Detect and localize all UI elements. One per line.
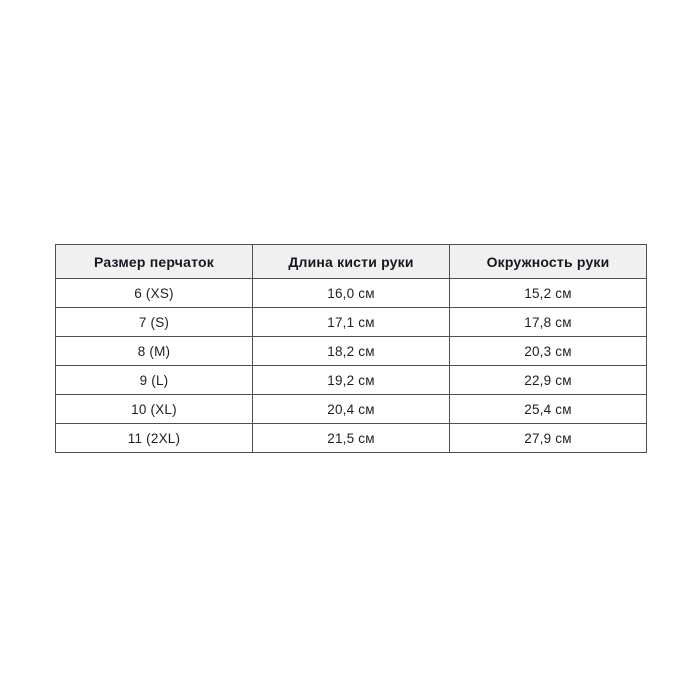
cell-hand-length: 18,2 см: [253, 337, 450, 366]
cell-hand-length: 21,5 см: [253, 424, 450, 453]
header-row: [56, 245, 647, 279]
cell-hand-length: 19,2 см: [253, 366, 450, 395]
table-row: [56, 424, 647, 453]
cell-glove-size: 9 (L): [56, 366, 253, 395]
table-row: [56, 308, 647, 337]
glove-size-table: [55, 244, 647, 453]
table-row: [56, 366, 647, 395]
cell-hand-circumference: 15,2 см: [450, 279, 647, 308]
cell-hand-circumference: 27,9 см: [450, 424, 647, 453]
header-cell-glove-size: Размер перчаток: [56, 245, 253, 279]
table-row: [56, 395, 647, 424]
header-cell-hand-circumference: Окружность руки: [450, 245, 647, 279]
cell-glove-size: 11 (2XL): [56, 424, 253, 453]
cell-hand-circumference: 20,3 см: [450, 337, 647, 366]
table-row: [56, 337, 647, 366]
cell-glove-size: 6 (XS): [56, 279, 253, 308]
cell-hand-circumference: 25,4 см: [450, 395, 647, 424]
cell-hand-length: 20,4 см: [253, 395, 450, 424]
cell-glove-size: 7 (S): [56, 308, 253, 337]
table-row: [56, 279, 647, 308]
cell-hand-circumference: 17,8 см: [450, 308, 647, 337]
cell-glove-size: 8 (M): [56, 337, 253, 366]
cell-hand-length: 17,1 см: [253, 308, 450, 337]
cell-glove-size: 10 (XL): [56, 395, 253, 424]
cell-hand-circumference: 22,9 см: [450, 366, 647, 395]
cell-hand-length: 16,0 см: [253, 279, 450, 308]
header-cell-hand-length: Длина кисти руки: [253, 245, 450, 279]
